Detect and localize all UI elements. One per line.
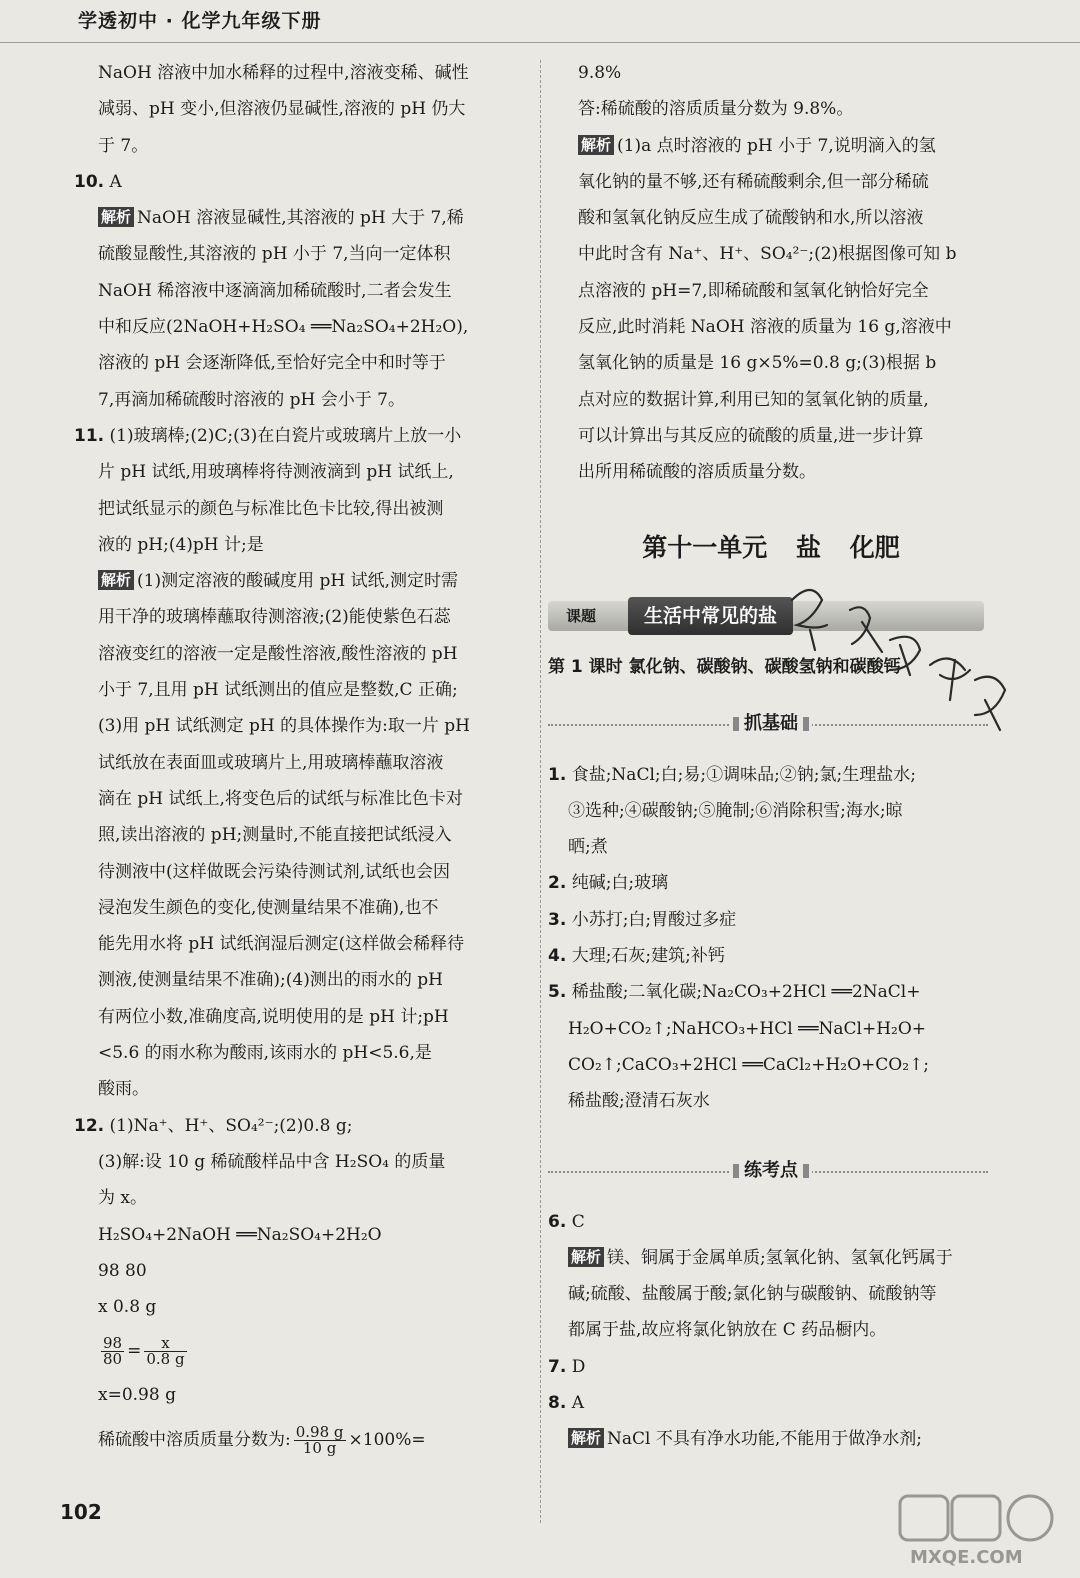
text-line: [548, 865, 994, 901]
text-line: [74, 418, 516, 454]
text-line: [98, 1180, 516, 1216]
line-text: 待测液中(这样做既会污染待测试剂,试纸也会因: [98, 861, 451, 882]
line-text: 片 pH 试纸,用玻璃棒将待测液滴到 pH 试纸上,: [98, 462, 454, 483]
text-line: [98, 55, 516, 91]
line-text: <5.6 的雨水称为酸雨,该雨水的 pH<5.6,是: [98, 1043, 432, 1064]
text-line: [578, 454, 994, 490]
question-number: 7.: [548, 1356, 567, 1377]
text-line: [98, 527, 516, 563]
text-line: [548, 1047, 994, 1083]
text-line: [98, 200, 516, 236]
line-text: 溶液变红的溶液一定是酸性溶液,酸性溶液的 pH: [98, 643, 458, 664]
line-text: 减弱、pH 变小,但溶液仍显碱性,溶液的 pH 仍大: [98, 99, 466, 120]
lesson-label: 课题: [566, 606, 597, 625]
line-text: 都属于盐,故应将氯化钠放在 C 药品橱内。: [568, 1320, 887, 1341]
text-line: [98, 926, 516, 962]
text-line: [98, 309, 516, 345]
text-line: [548, 1204, 994, 1240]
text-line: [548, 1312, 994, 1348]
analysis-tag: 解析: [98, 570, 134, 590]
svg-text:MXQE.COM: MXQE.COM: [910, 1547, 1023, 1568]
text-line: [548, 829, 994, 865]
text-line: [98, 1289, 516, 1325]
left-column: [74, 55, 516, 1466]
text-line: [98, 1217, 516, 1253]
text-line: [98, 382, 516, 418]
question-number: 12.: [74, 1115, 105, 1136]
left-answers: [74, 55, 516, 1325]
text-line: [74, 164, 516, 200]
unit-title: 第十一单元 盐 化肥: [642, 532, 900, 562]
line-text: H₂SO₄+2NaOH ══Na₂SO₄+2H₂O: [98, 1224, 382, 1245]
question-number: 2.: [548, 873, 567, 894]
column-divider: [540, 60, 541, 1523]
fraction-line: $\frac{98}{80}$ = $\frac{x}{0.8 g}$: [103, 1334, 185, 1369]
line-text: 98 80: [98, 1260, 147, 1281]
text-line: [98, 1253, 516, 1289]
line-text: 纯碱;白;玻璃: [566, 873, 669, 894]
line-text: 镁、铜属于金属单质;氢氧化钠、氢氧化钙属于: [607, 1247, 953, 1268]
text-line: [98, 345, 516, 381]
line-text: 稀盐酸;澄清石灰水: [568, 1091, 710, 1112]
fraction: $\frac{x}{0.8 g}$: [146, 1334, 185, 1369]
line-text: 浸泡发生颜色的变化,使测量结果不准确),也不: [98, 897, 439, 918]
handwritten-scribble: [780, 570, 1020, 750]
section-practice: [548, 1144, 994, 1200]
line-text: ③选种;④碳酸钠;⑤腌制;⑥消除积雪;海水;晾: [568, 800, 903, 821]
line-text: 为 x。: [98, 1188, 147, 1209]
line-text: 答:稀硫酸的溶质质量分数为 9.8%。: [578, 99, 854, 120]
text-line: [548, 793, 994, 829]
line-text: 试纸放在表面皿或玻璃片上,用玻璃棒蘸取溶液: [98, 752, 444, 773]
right-answers: [548, 55, 994, 491]
text-line: [98, 708, 516, 744]
text-line: [578, 309, 994, 345]
line-text: 碱;硫酸、盐酸属于酸;氯化钠与碳酸钠、硫酸钠等: [568, 1284, 937, 1305]
left-answers-after: [98, 1377, 516, 1413]
basics-list: [548, 757, 994, 1120]
line-text: 稀盐酸;二氧化碳;Na₂CO₃+2HCl ══2NaCl+: [566, 982, 921, 1003]
text-line: [98, 636, 516, 672]
text-line: [578, 91, 994, 127]
line-text: 点对应的数据计算,利用已知的氢氧化钠的质量,: [578, 389, 929, 410]
fraction: $\frac{0.98 g}{10 g}$: [295, 1422, 344, 1457]
line-text: NaOH 溶液显碱性,其溶液的 pH 大于 7,稀: [137, 208, 464, 229]
text-line: [98, 563, 516, 599]
line-text: 晒;煮: [568, 837, 608, 858]
line-text: 溶液的 pH 会逐渐降低,至恰好完全中和时等于: [98, 353, 446, 374]
question-number: 10.: [74, 171, 105, 192]
text-line: [98, 491, 516, 527]
line-text: 点溶液的 pH=7,即稀硫酸和氢氧化钠恰好完全: [578, 280, 929, 301]
line-text: x 0.8 g: [98, 1297, 157, 1318]
text-line: [578, 418, 994, 454]
text-line: [548, 1240, 994, 1276]
line-text: (1)a 点时溶液的 pH 小于 7,说明滴入的氢: [617, 135, 936, 156]
text-line: [548, 1276, 994, 1312]
header-rule: [0, 42, 1080, 43]
text-line: [98, 1071, 516, 1107]
text-line: [548, 974, 994, 1010]
right-column: [548, 55, 994, 1458]
text-line: [98, 999, 516, 1035]
watermark-logo: [890, 1488, 1060, 1570]
question-number: 11.: [74, 425, 105, 446]
line-text: 用干净的玻璃棒蘸取待测溶液;(2)能使紫色石蕊: [98, 607, 451, 628]
line-text: (1)测定溶液的酸碱度用 pH 试纸,测定时需: [137, 571, 459, 592]
question-number: 3.: [548, 909, 567, 930]
line-text: 可以计算出与其反应的硫酸的质量,进一步计算: [578, 425, 924, 446]
page-number: 102: [60, 1500, 102, 1524]
text-line: [98, 599, 516, 635]
line-text: 有两位小数,准确度高,说明使用的是 pH 计;pH: [98, 1006, 449, 1027]
line-text: 大理;石灰;建筑;补钙: [566, 946, 725, 967]
line-text: 小于 7,且用 pH 试纸测出的值应是整数,C 正确;: [98, 680, 458, 701]
line-text: CO₂↑;CaCO₃+2HCl ══CaCl₂+H₂O+CO₂↑;: [568, 1054, 930, 1075]
text-line: [548, 1083, 994, 1119]
text-line: [578, 236, 994, 272]
line-text: 氧化钠的量不够,还有稀硫酸剩余,但一部分稀硫: [578, 171, 929, 192]
line-text: A: [104, 171, 122, 192]
line-text: 滴在 pH 试纸上,将变色后的试纸与标准比色卡对: [98, 788, 463, 809]
text-line: [98, 962, 516, 998]
text-line: [74, 1108, 516, 1144]
line-text: 氢氧化钠的质量是 16 g×5%=0.8 g;(3)根据 b: [578, 353, 937, 374]
line-text: D: [566, 1356, 586, 1377]
line-text: x=0.98 g: [98, 1385, 176, 1406]
text-line: [98, 273, 516, 309]
text-line: [98, 890, 516, 926]
line-text: 9.8%: [578, 63, 622, 83]
lesson-period: 第 1 课时 氯化钠、碳酸钠、碳酸氢钠和碳酸钙: [548, 656, 901, 677]
line-text: H₂O+CO₂↑;NaHCO₃+HCl ══NaCl+H₂O+: [568, 1018, 927, 1039]
text-line: [578, 345, 994, 381]
text-line: [548, 902, 994, 938]
text-line: [98, 1035, 516, 1071]
line-text: 照,读出溶液的 pH;测量时,不能直接把试纸浸入: [98, 825, 452, 846]
analysis-tag: 解析: [568, 1428, 604, 1448]
analysis-tag: 解析: [578, 135, 614, 155]
text-line: [578, 382, 994, 418]
line-text: NaOH 溶液中加水稀释的过程中,溶液变稀、碱性: [98, 63, 469, 83]
text-line: [98, 454, 516, 490]
text-line: [578, 128, 994, 164]
line-text: A: [566, 1393, 584, 1414]
line-text: NaOH 稀溶液中逐滴滴加稀硫酸时,二者会发生: [98, 280, 452, 301]
line-text: 中此时含有 Na⁺、H⁺、SO₄²⁻;(2)根据图像可知 b: [578, 244, 957, 265]
line-text: 测液,使测量结果不准确);(4)测出的雨水的 pH: [98, 970, 443, 991]
text-line: [98, 128, 516, 164]
line-text: 食盐;NaCl;白;易;①调味品;②钠;氯;生理盐水;: [566, 764, 916, 785]
line-text: (1)玻璃棒;(2)C;(3)在白瓷片或玻璃片上放一小: [104, 425, 462, 446]
line-text: 中和反应(2NaOH+H₂SO₄ ══Na₂SO₄+2H₂O),: [98, 317, 469, 338]
line-text: 酸雨。: [98, 1079, 149, 1100]
line-text: 反应,此时消耗 NaOH 溶液的质量为 16 g,溶液中: [578, 317, 952, 338]
line-text: (3)用 pH 试纸测定 pH 的具体操作为:取一片 pH: [98, 716, 470, 737]
analysis-tag: 解析: [568, 1247, 604, 1267]
text-line: [548, 1349, 994, 1385]
line-text: (1)Na⁺、H⁺、SO₄²⁻;(2)0.8 g;: [104, 1115, 353, 1136]
text-line: [578, 200, 994, 236]
mass-fraction-line: 稀硫酸中溶质质量分数为: $\frac{0.98 g}{10 g}$ ×100%=: [98, 1422, 426, 1457]
text-line: [98, 745, 516, 781]
lesson-name: 生活中常见的盐: [628, 597, 793, 635]
line-text: 把试纸显示的颜色与标准比色卡比较,得出被测: [98, 498, 444, 519]
line-text: 液的 pH;(4)pH 计;是: [98, 534, 264, 555]
text-line: [548, 1011, 994, 1047]
text-line: [98, 1144, 516, 1180]
text-line: [578, 55, 994, 91]
question-number: 1.: [548, 764, 567, 785]
question-number: 4.: [548, 946, 567, 967]
line-text: (3)解:设 10 g 稀硫酸样品中含 H₂SO₄ 的质量: [98, 1151, 446, 1172]
text-line: [98, 91, 516, 127]
text-line: [548, 757, 994, 793]
text-line: [98, 1377, 516, 1413]
question-number: 8.: [548, 1393, 567, 1414]
line-text: C: [566, 1211, 585, 1232]
text-line: [548, 938, 994, 974]
section-label: 练考点: [730, 1157, 812, 1185]
text-line: [578, 273, 994, 309]
text-line: [98, 817, 516, 853]
line-text: 酸和氢氧化钠反应生成了硫酸钠和水,所以溶液: [578, 208, 924, 229]
line-text: 7,再滴加稀硫酸时溶液的 pH 会小于 7。: [98, 389, 405, 410]
line-text: 硫酸显酸性,其溶液的 pH 小于 7,当向一定体积: [98, 244, 451, 265]
line-text: 出所用稀硫酸的溶质质量分数。: [578, 462, 816, 483]
question-number: 6.: [548, 1211, 567, 1232]
text-line: [98, 781, 516, 817]
book-header: 学透初中 · 化学九年级下册: [78, 10, 322, 32]
line-text: 能先用水将 pH 试纸润湿后测定(这样做会稀释待: [98, 934, 465, 955]
text-line: [548, 1421, 994, 1457]
line-text: 于 7。: [98, 135, 149, 156]
fraction: $\frac{98}{80}$: [103, 1334, 123, 1369]
text-line: [548, 1385, 994, 1421]
question-number: 5.: [548, 982, 567, 1003]
text-line: [98, 854, 516, 890]
line-text: 小苏打;白;胃酸过多症: [566, 909, 737, 930]
text-line: [98, 672, 516, 708]
text-line: [98, 236, 516, 272]
section-label: 抓基础: [730, 710, 812, 738]
line-text: NaCl 不具有净水功能,不能用于做净水剂;: [607, 1429, 923, 1450]
text-line: [578, 164, 994, 200]
analysis-tag: 解析: [98, 207, 134, 227]
practice-list: [548, 1204, 994, 1458]
